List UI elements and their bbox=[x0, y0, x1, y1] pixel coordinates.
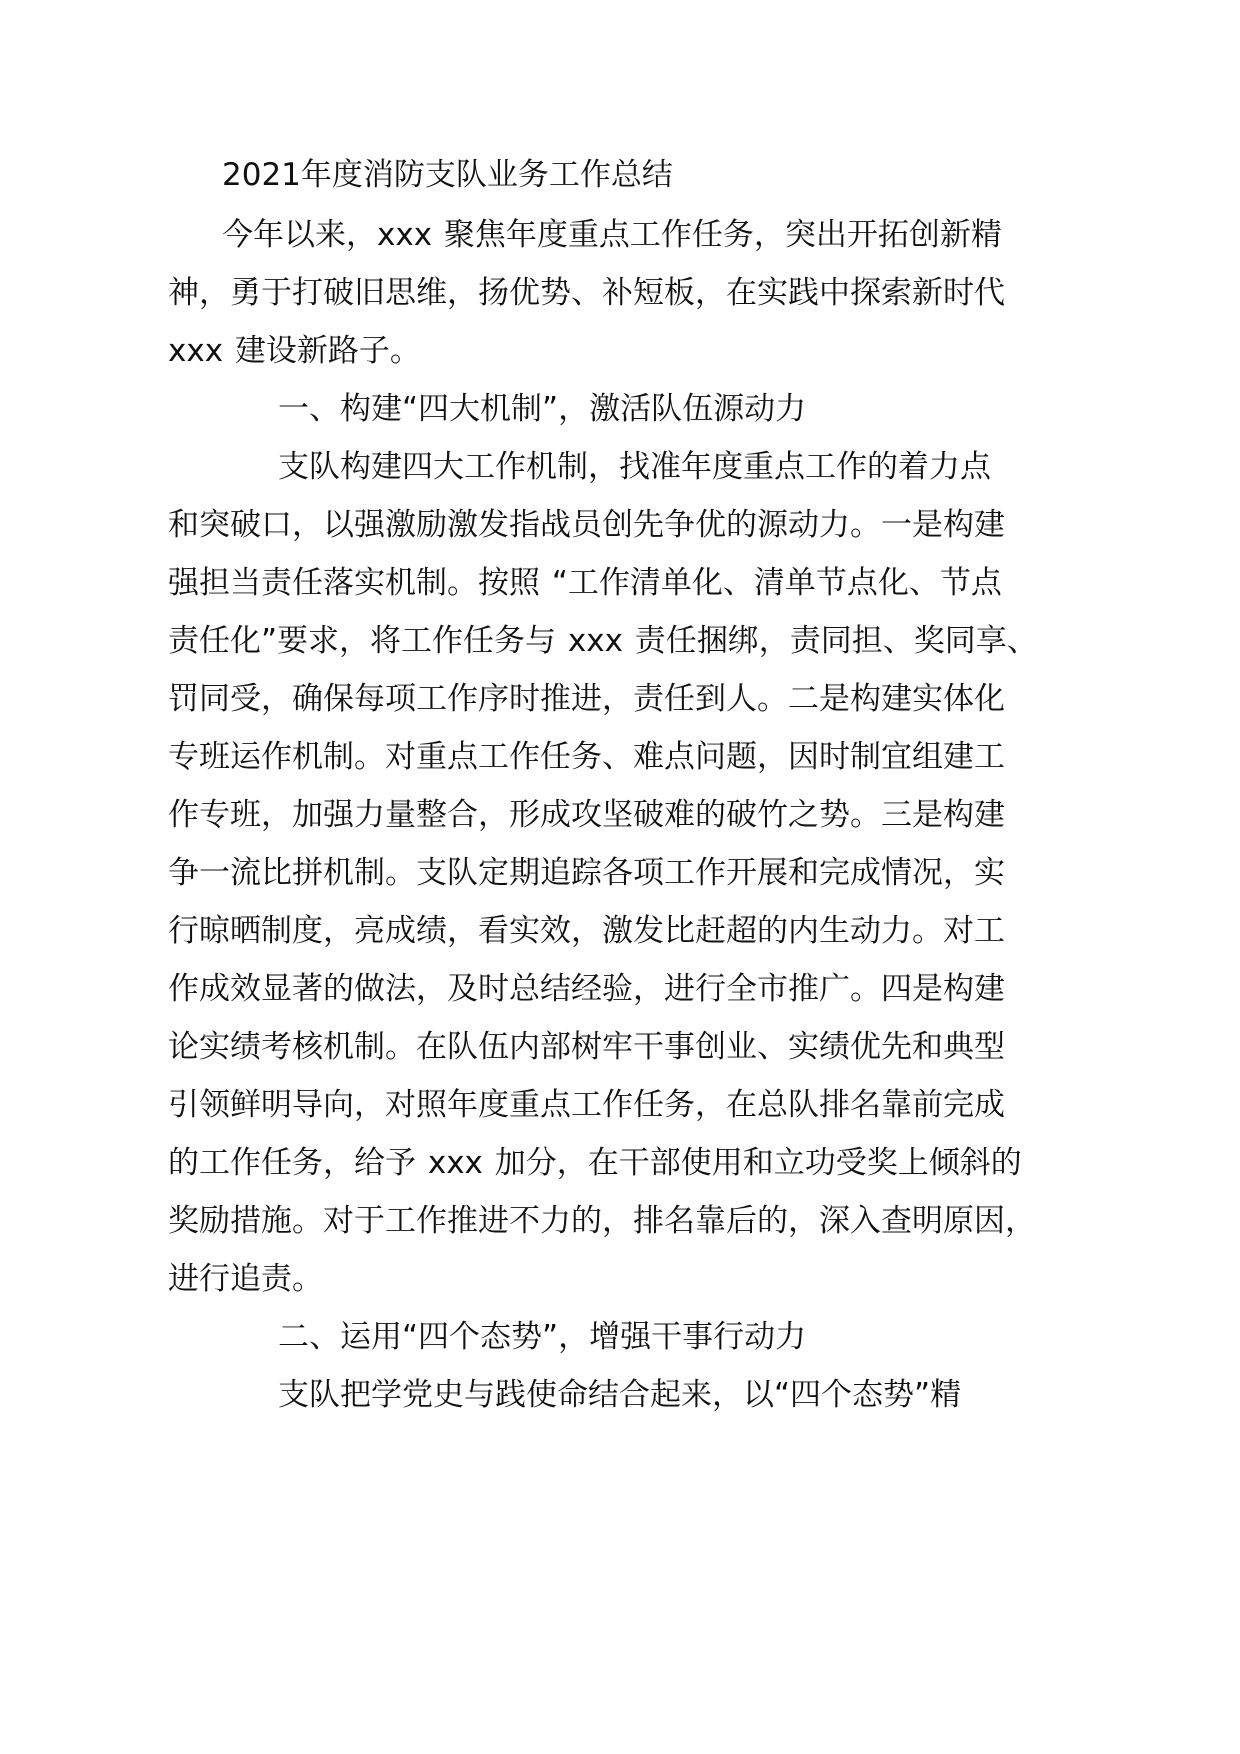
text-line-19: 进行追责。 bbox=[168, 1261, 323, 1297]
text-line-13: 行晾晒制度，亮成绩，看实效，激发比赶超的内生动力。对工 bbox=[168, 913, 1005, 949]
text-line-6: 和突破口，以强激励激发指战员创先争优的源动力。一是构建 bbox=[168, 507, 1005, 543]
text-line-11: 作专班，加强力量整合，形成攻坚破难的破竹之势。三是构建 bbox=[168, 797, 1005, 833]
text-line-16: 引领鲜明导向，对照年度重点工作任务，在总队排名靠前完成 bbox=[168, 1087, 1005, 1123]
text-line-5: 支队构建四大工作机制，找准年度重点工作的着力点 bbox=[278, 449, 991, 485]
text-line-9: 罚同受，确保每项工作序时推进，责任到人。二是构建实体化 bbox=[168, 681, 1005, 717]
section-heading-1: 一、构建“四大机制”，激活队伍源动力 bbox=[278, 391, 807, 427]
text-line-10: 专班运作机制。对重点工作任务、难点问题，因时制宜组建工 bbox=[168, 739, 1005, 775]
text-line-18: 奖励措施。对于工作推进不力的，排名靠后的，深入查明原因， bbox=[168, 1203, 1036, 1239]
text-line-7: 强担当责任落实机制。按照 “工作清单化、清单节点化、节点 bbox=[168, 565, 1002, 601]
text-line-21: 支队把学党史与践使命结合起来，以“四个态势”精 bbox=[278, 1377, 962, 1413]
section-heading-2: 二、运用“四个态势”，增强干事行动力 bbox=[278, 1319, 807, 1355]
document-title: 2021年度消防支队业务工作总结 bbox=[222, 157, 673, 193]
text-line-14: 作成效显著的做法，及时总结经验，进行全市推广。四是构建 bbox=[168, 971, 1005, 1007]
text-line-1: 今年以来，xxx 聚焦年度重点工作任务，突出开拓创新精 bbox=[222, 217, 1002, 253]
text-line-2: 神，勇于打破旧思维，扬优势、补短板，在实践中探索新时代 bbox=[168, 275, 1005, 311]
text-line-15: 论实绩考核机制。在队伍内部树牢干事创业、实绩优先和典型 bbox=[168, 1029, 1005, 1065]
text-line-8: 责任化”要求，将工作任务与 xxx 责任捆绑，责同担、奖同享、 bbox=[168, 623, 1038, 659]
text-line-3: xxx 建设新路子。 bbox=[168, 333, 421, 369]
text-line-17: 的工作任务，给予 xxx 加分，在干部使用和立功受奖上倾斜的 bbox=[168, 1145, 1022, 1181]
text-line-12: 争一流比拼机制。支队定期追踪各项工作开展和完成情况，实 bbox=[168, 855, 1005, 891]
